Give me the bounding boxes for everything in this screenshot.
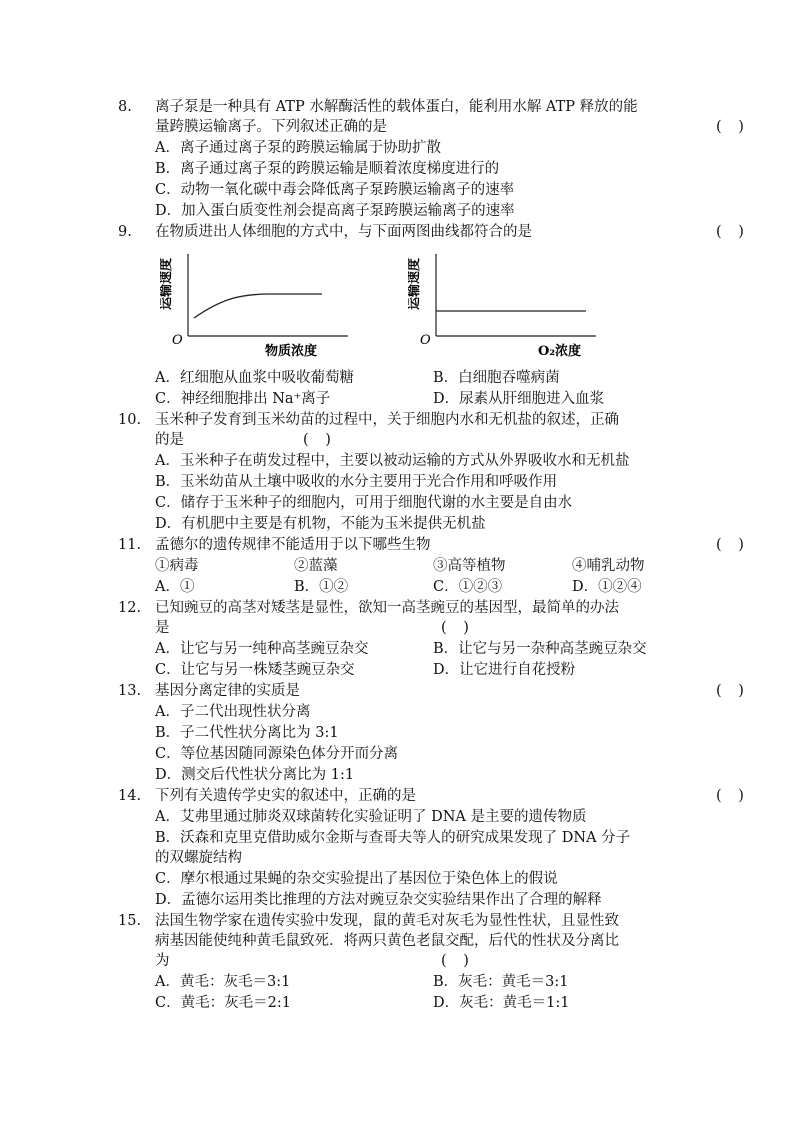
q9-number: 9. bbox=[118, 224, 132, 240]
q9-graph2-origin: O bbox=[420, 333, 431, 348]
q11-option-a: A．① bbox=[155, 579, 195, 595]
q10-option-a: A．玉米种子在萌发过程中，主要以被动运输的方式从外界吸收水和无机盐 bbox=[155, 453, 630, 469]
q12-stem-line2: 是 bbox=[155, 620, 170, 636]
q12-option-a: A．让它与另一纯种高茎豌豆杂交 bbox=[155, 641, 369, 657]
q9-graph1-xlabel: 物质浓度 bbox=[265, 344, 318, 358]
q9-graph-2 bbox=[408, 248, 598, 362]
q8-answer-blank: ( ) bbox=[716, 119, 750, 135]
q9-graph1-origin: O bbox=[172, 333, 183, 348]
q9-graph2-ylabel: 运输速度 bbox=[408, 257, 422, 311]
q11-item-2: ②蓝藻 bbox=[294, 558, 338, 574]
q12-option-c: C．让它与另一株矮茎豌豆杂交 bbox=[155, 662, 355, 678]
q13-option-a: A．子二代出现性状分离 bbox=[155, 704, 311, 720]
q11-item-3: ③高等植物 bbox=[433, 558, 506, 574]
q8-option-a: A．离子通过离子泵的跨膜运输属于协助扩散 bbox=[155, 140, 441, 156]
q10-stem-line2: 的是 bbox=[155, 432, 184, 448]
q13-stem: 基因分离定律的实质是 bbox=[155, 683, 300, 699]
q11-answer-blank: ( ) bbox=[716, 537, 750, 553]
q14-option-c: C．摩尔根通过果蝇的杂交实验提出了基因位于染色体上的假说 bbox=[155, 871, 558, 887]
q10-option-b: B．玉米幼苗从土壤中吸收的水分主要用于光合作用和呼吸作用 bbox=[155, 474, 558, 490]
q12-number: 12. bbox=[118, 600, 142, 616]
q13-option-d: D．测交后代性状分离比为 1:1 bbox=[155, 767, 355, 783]
q13-option-c: C．等位基因随同源染色体分开而分离 bbox=[155, 746, 399, 762]
q13-answer-blank: ( ) bbox=[716, 683, 750, 699]
q9-graph1-ylabel: 运输速度 bbox=[160, 257, 174, 311]
q8-number: 8. bbox=[118, 99, 132, 115]
q14-option-b-line2: 的双螺旋结构 bbox=[155, 850, 242, 866]
q15-option-c: C．黄毛：灰毛＝2:1 bbox=[155, 995, 291, 1011]
q8-option-d: D．加入蛋白质变性剂会提高离子泵跨膜运输离子的速率 bbox=[155, 203, 515, 219]
q10-stem-line1: 玉米种子发育到玉米幼苗的过程中，关于细胞内水和无机盐的叙述，正确 bbox=[155, 412, 619, 428]
q15-stem-line1: 法国生物学家在遗传实验中发现，鼠的黄毛对灰毛为显性性状，且显性致 bbox=[155, 913, 619, 929]
q8-stem-line2: 量跨膜运输离子。下列叙述正确的是 bbox=[155, 119, 387, 135]
q9-answer-blank: ( ) bbox=[716, 224, 750, 240]
q12-option-d: D．让它进行自花授粉 bbox=[433, 662, 576, 678]
q11-item-1: ①病毒 bbox=[155, 558, 199, 574]
q9-option-c: C．神经细胞排出 Na⁺离子 bbox=[155, 391, 331, 407]
q14-stem: 下列有关遗传学史实的叙述中，正确的是 bbox=[155, 788, 416, 804]
q9-option-d: D．尿素从肝细胞进入血浆 bbox=[433, 391, 605, 407]
q10-option-c: C．储存于玉米种子的细胞内，可用于细胞代谢的水主要是自由水 bbox=[155, 495, 573, 511]
q9-option-b: B．白细胞吞噬病菌 bbox=[433, 370, 560, 386]
q9-stem: 在物质进出人体细胞的方式中，与下面两图曲线都符合的是 bbox=[155, 224, 532, 240]
q12-answer-blank: ( ) bbox=[441, 620, 475, 636]
q8-option-b: B．离子通过离子泵的跨膜运输是顺着浓度梯度进行的 bbox=[155, 161, 500, 177]
q13-option-b: B．子二代性状分离比为 3:1 bbox=[155, 725, 339, 741]
q14-option-b-line1: B．沃森和克里克借助威尔金斯与查哥夫等人的研究成果发现了 DNA 分子 bbox=[155, 830, 631, 846]
q11-option-c: C．①②③ bbox=[433, 579, 503, 595]
q10-answer-blank: ( ) bbox=[303, 432, 337, 448]
q12-option-b: B．让它与另一杂种高茎豌豆杂交 bbox=[433, 641, 647, 657]
q10-option-d: D．有机肥中主要是有机物，不能为玉米提供无机盐 bbox=[155, 516, 486, 532]
q11-number: 11. bbox=[118, 537, 142, 553]
q15-stem-line3: 为 bbox=[155, 953, 170, 969]
q11-option-d: D．①②④ bbox=[572, 579, 642, 595]
q11-option-b: B．①② bbox=[294, 579, 349, 595]
q14-option-a: A．艾弗里通过肺炎双球菌转化实验证明了 DNA 是主要的遗传物质 bbox=[155, 809, 587, 825]
q9-graph2-xlabel: O₂浓度 bbox=[538, 344, 582, 358]
q15-option-d: D．灰毛：黄毛＝1:1 bbox=[433, 995, 570, 1011]
q15-stem-line2: 病基因能使纯种黄毛鼠致死．将两只黄色老鼠交配，后代的性状及分离比 bbox=[155, 933, 619, 949]
q14-answer-blank: ( ) bbox=[716, 788, 750, 804]
q14-number: 14. bbox=[118, 788, 142, 804]
q12-stem-line1: 已知豌豆的高茎对矮茎是显性，欲知一高茎豌豆的基因型，最简单的办法 bbox=[155, 600, 619, 616]
q8-option-c: C．动物一氧化碳中毒会降低离子泵跨膜运输离子的速率 bbox=[155, 182, 515, 198]
q9-option-a: A．红细胞从血浆中吸收葡萄糖 bbox=[155, 370, 354, 386]
q13-number: 13. bbox=[118, 683, 142, 699]
q15-number: 15. bbox=[118, 913, 142, 929]
q15-option-a: A．黄毛：灰毛＝3:1 bbox=[155, 974, 291, 990]
q9-graph-1 bbox=[160, 248, 350, 362]
q15-option-b: B．灰毛：黄毛＝3:1 bbox=[433, 974, 569, 990]
q11-item-4: ④哺乳动物 bbox=[572, 558, 645, 574]
q8-stem-line1: 离子泵是一种具有 ATP 水解酶活性的载体蛋白，能利用水解 ATP 释放的能 bbox=[155, 99, 638, 115]
q11-stem: 孟德尔的遗传规律不能适用于以下哪些生物 bbox=[155, 537, 431, 553]
q15-answer-blank: ( ) bbox=[441, 953, 475, 969]
q10-number: 10. bbox=[118, 412, 142, 428]
q14-option-d: D．孟德尔运用类比推理的方法对豌豆杂交实验结果作出了合理的解释 bbox=[155, 892, 602, 908]
